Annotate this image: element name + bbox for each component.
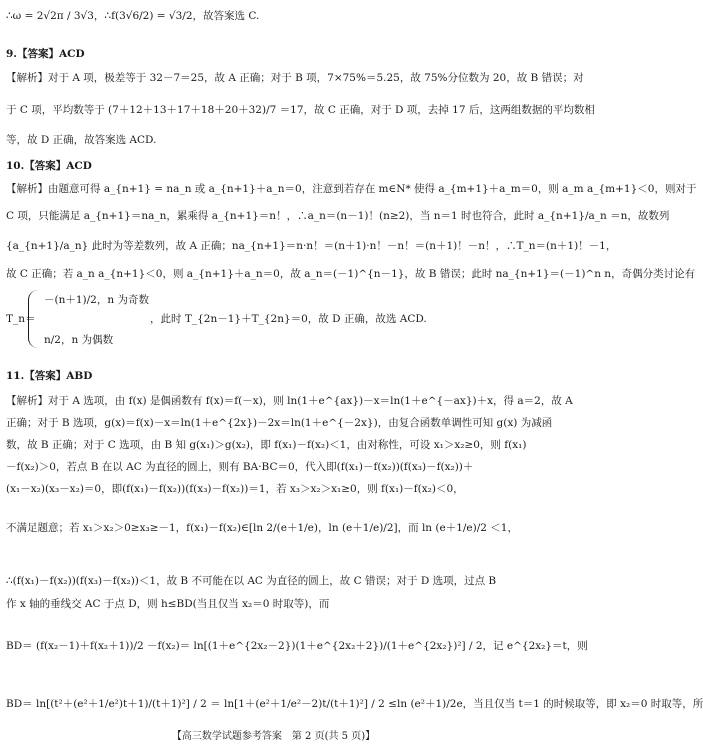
question-11-analysis-line-2: 正确；对于 B 选项，g(x)＝f(x)－x＝ln(1＋e^{2x})－2x＝ln(1＋e^{－2x})，由复合函数单调性可知 g(x) 为减函	[6, 417, 553, 429]
question-11-answer: 11.【答案】ABD	[6, 370, 93, 382]
question-11-analysis-line-5: (x₁－x₂)(x₃－x₂)＝0，即(f(x₁)－f(x₂))(f(x₃)－f(x₂))＝1，若 x₃＞x₂＞x₁≥0，则 f(x₁)－f(x₂)＜0，	[6, 483, 464, 495]
question-11-analysis-line-6: 不满足题意；若 x₁＞x₂＞0≥x₃≥－1，f(x₁)－f(x₂)∈[ln 2/(e＋1/e)，ln (e＋1/e)/2]，而 ln (e＋1/e)/2 ＜1，	[6, 522, 518, 534]
question-10-analysis-line-2: C 项，只能满足 a_{n+1}＝na_n，累乘得 a_{n+1}＝n！，∴a_n＝(n－1)！(n≥2)，当 n＝1 时也符合，此时 a_{n+1}/a_n ＝n，故数列	[6, 210, 670, 222]
piecewise-case-odd: －(n＋1)/2，n 为奇数	[44, 294, 149, 306]
question-9-analysis-line-3: 等，故 D 正确，故答案选 ACD.	[6, 134, 157, 146]
question-11-analysis-line-7: ∴(f(x₁)－f(x₂))(f(x₃)－f(x₂))＜1，故 B 不可能在以 AC 为直径的圆上，故 C 错误；对于 D 选项，过点 B	[6, 575, 497, 587]
question-11-analysis-line-1: 【解析】对于 A 选项，由 f(x) 是偶函数有 f(x)＝f(－x)，则 ln(1＋e^{ax})－x＝ln(1＋e^{－ax})＋x，得 a＝2，故 A	[6, 395, 573, 407]
answer-8-conclusion: ∴ω = 2√2π / 3√3，∴f(3√6/2) = √3/2，故答案选 C.	[6, 10, 260, 22]
question-10-analysis-line-3: {a_{n+1}/a_n} 此时为等差数列，故 A 正确；na_{n+1}＝n·n！＝(n＋1)·n！－n！＝(n＋1)！－n！，∴T_n＝(n＋1)！－1，	[6, 240, 617, 252]
question-9-answer: 9.【答案】ACD	[6, 48, 85, 60]
question-11-formula-bd-1: BD＝ (f(x₂－1)＋f(x₂＋1))/2 －f(x₂)＝ ln[(1＋e^{2x₂－2})(1＋e^{2x₂＋2})/(1＋e^{2x₂})²] / 2，记 e^{2x₂}＝t，则	[6, 640, 588, 652]
question-10-analysis-line-4: 故 C 正确；若 a_n a_{n+1}＜0，则 a_{n+1}＋a_n＝0，故 a_n＝(－1)^{n－1}，故 B 错误；此时 na_{n+1}＝(－1)^n n，奇偶分类讨论有	[6, 268, 696, 280]
page-footer: 【高三数学试题参考答案 第 2 页(共 5 页)】	[171, 730, 376, 742]
question-9-analysis-line-1: 【解析】对于 A 项，极差等于 32－7＝25，故 A 正确；对于 B 项，7×75%＝5.25，故 75%分位数为 20，故 B 错误；对	[6, 72, 584, 84]
question-10-analysis-line-1: 【解析】由题意可得 a_{n+1} = na_n 或 a_{n+1}＋a_n＝0，注意到若存在 m∈N* 使得 a_{m+1}＋a_m＝0，则 a_m a_{m+1}＜0，则对于	[6, 183, 697, 195]
piecewise-case-even: n/2，n 为偶数	[44, 334, 114, 346]
question-9-analysis-line-2: 于 C 项，平均数等于 (7＋12＋13＋17＋18＋20＋32)/7 ＝17，故 C 正确，对于 D 项，去掉 17 后，这两组数据的平均数相	[6, 104, 595, 116]
question-10-answer: 10.【答案】ACD	[6, 160, 92, 172]
question-11-analysis-line-4: －f(x₂)＞0，若点 B 在以 AC 为直径的圆上，则有 BA·BC＝0，代入即(f(x₁)－f(x₂))(f(x₃)－f(x₂))＋	[6, 461, 474, 473]
question-11-analysis-line-3: 数，故 B 正确；对于 C 选项，由 B 知 g(x₁)＞g(x₂)，即 f(x₁)－f(x₂)＜1，由对称性，可设 x₁＞x₂≥0，则 f(x₁)	[6, 439, 527, 451]
question-11-formula-bd-2: BD＝ ln[(t²＋(e²＋1/e²)t＋1)/(t＋1)²] / 2 ＝ ln[1＋(e²＋1/e²－2)t/(t＋1)²] / 2 ≤ln (e²＋1)/2e，当且仅当 t＝1 的时候取等，即 x₂＝0 时取等，所	[6, 698, 703, 710]
piecewise-conclusion: ，此时 T_{2n－1}＋T_{2n}＝0，故 D 正确，故选 ACD.	[150, 313, 427, 325]
question-11-analysis-line-8: 作 x 轴的垂线交 AC 于点 D，则 h≤BD(当且仅当 x₂＝0 时取等)，而	[6, 598, 330, 610]
piecewise-lhs: T_n＝	[6, 313, 36, 325]
